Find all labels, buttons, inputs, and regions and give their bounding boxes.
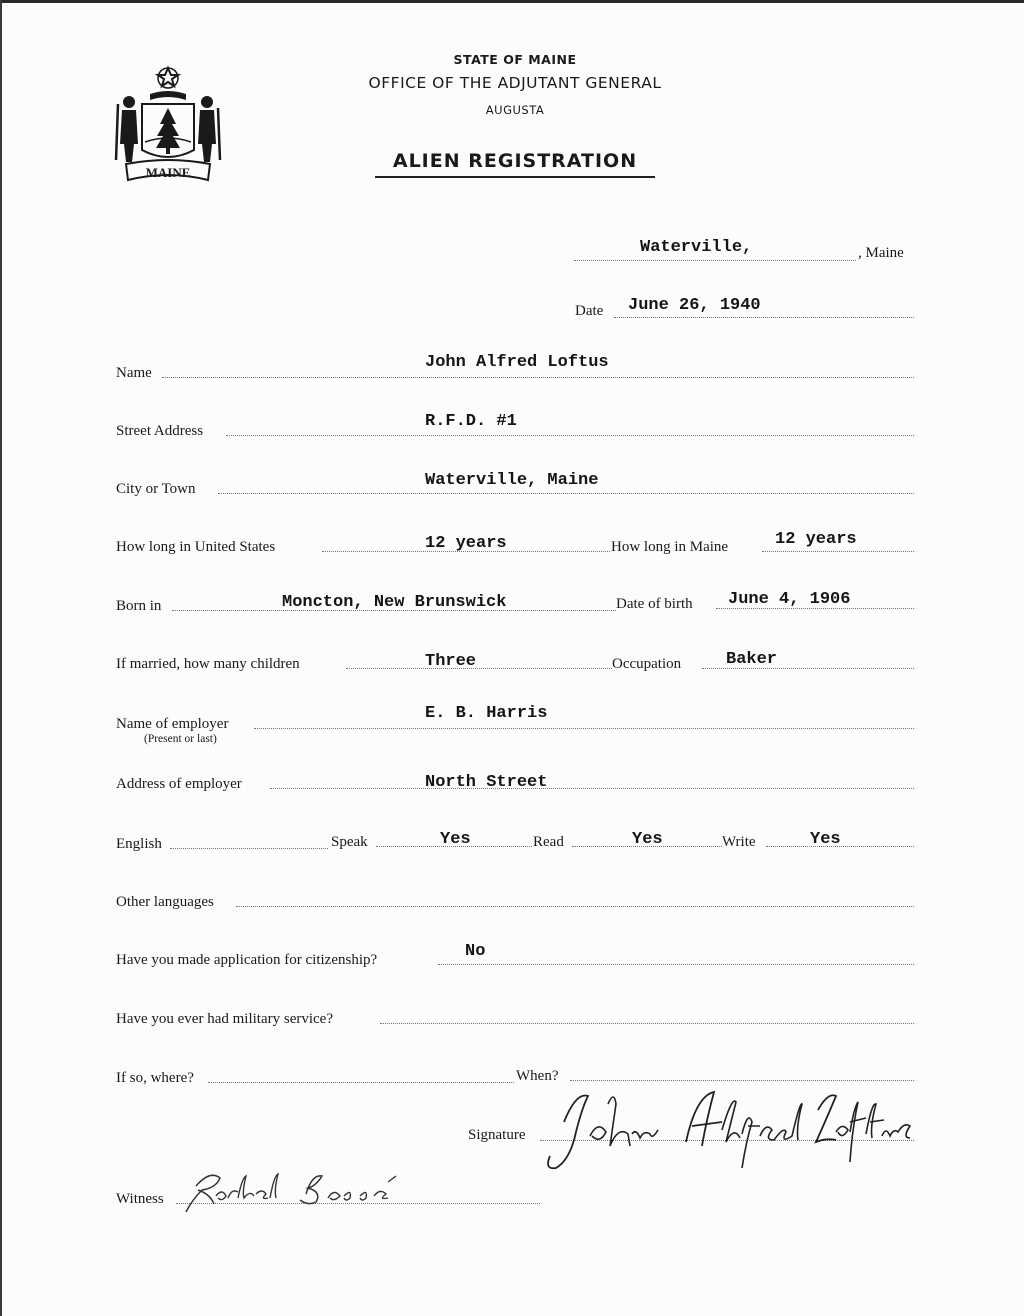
when-line: [570, 1080, 914, 1081]
citizenship-label: Have you made application for citizenship?: [116, 952, 378, 968]
title-underline: [375, 176, 655, 178]
date-label: Date: [575, 303, 604, 319]
employer-line: [254, 728, 914, 729]
how-long-maine-value: 12 years: [775, 530, 857, 549]
employer-value: E. B. Harris: [425, 704, 548, 723]
seal-motto: MAINE: [145, 165, 191, 180]
english-label: English: [116, 836, 162, 852]
city-town-line: [218, 493, 914, 494]
date-of-birth-label: Date of birth: [616, 596, 693, 612]
town-line: [574, 260, 856, 261]
how-long-maine-label: How long in Maine: [611, 539, 729, 555]
date-of-birth-value: June 4, 1906: [728, 590, 851, 609]
city-town-label: City or Town: [116, 481, 196, 497]
witness-label: Witness: [116, 1191, 164, 1207]
office-heading: OFFICE OF THE ADJUTANT GENERAL: [368, 74, 662, 92]
when-label: When?: [516, 1068, 559, 1084]
scan-edge-top: [0, 0, 1024, 3]
speak-value: Yes: [440, 830, 471, 849]
occupation-label: Occupation: [612, 656, 682, 672]
name-label: Name: [116, 365, 152, 381]
witness-signature: [176, 1164, 446, 1220]
citizenship-value: No: [465, 942, 486, 961]
read-value: Yes: [632, 830, 663, 849]
if-so-where-line: [208, 1082, 514, 1083]
employer-address-line: [270, 788, 914, 789]
name-value: John Alfred Loftus: [425, 353, 609, 372]
write-label: Write: [722, 834, 756, 850]
employer-address-label: Address of employer: [116, 776, 242, 792]
english-line: [170, 848, 328, 849]
speak-label: Speak: [331, 834, 368, 850]
maine-suffix-label: , Maine: [858, 245, 904, 261]
other-languages-line: [236, 906, 914, 907]
read-label: Read: [533, 834, 564, 850]
military-service-line: [380, 1023, 914, 1024]
applicant-signature: [536, 1082, 920, 1174]
married-children-line: [346, 668, 612, 669]
born-in-value: Moncton, New Brunswick: [282, 593, 507, 612]
born-in-label: Born in: [116, 598, 162, 614]
scan-edge-left: [0, 0, 2, 1316]
employer-label: Name of employer: [116, 716, 229, 732]
children-value: Three: [425, 652, 477, 671]
state-heading: STATE OF MAINE: [453, 52, 577, 67]
military-service-label: Have you ever had military service?: [116, 1011, 333, 1027]
employer-sublabel: (Present or last): [144, 733, 217, 745]
write-value: Yes: [810, 830, 841, 849]
street-address-line: [226, 435, 914, 436]
city-heading: AUGUSTA: [485, 103, 545, 117]
town-value: Waterville,: [640, 238, 753, 257]
form-title: ALIEN REGISTRATION: [392, 150, 638, 172]
how-long-us-label: How long in United States: [116, 539, 276, 555]
signature-label: Signature: [468, 1127, 526, 1143]
if-so-where-label: If so, where?: [116, 1070, 194, 1086]
married-children-label: If married, how many children: [116, 656, 300, 672]
name-line: [162, 377, 914, 378]
occupation-value: Baker: [726, 650, 778, 669]
how-long-maine-line: [762, 551, 914, 552]
maine-state-seal-icon: [112, 64, 224, 194]
citizenship-line: [438, 964, 914, 965]
date-line: [614, 317, 914, 318]
how-long-us-value: 12 years: [425, 534, 507, 553]
street-address-value: R.F.D. #1: [425, 412, 517, 431]
employer-address-value: North Street: [425, 773, 548, 792]
other-languages-label: Other languages: [116, 894, 214, 910]
street-address-label: Street Address: [116, 423, 204, 439]
date-value: June 26, 1940: [628, 296, 761, 315]
city-town-value: Waterville, Maine: [425, 471, 599, 490]
